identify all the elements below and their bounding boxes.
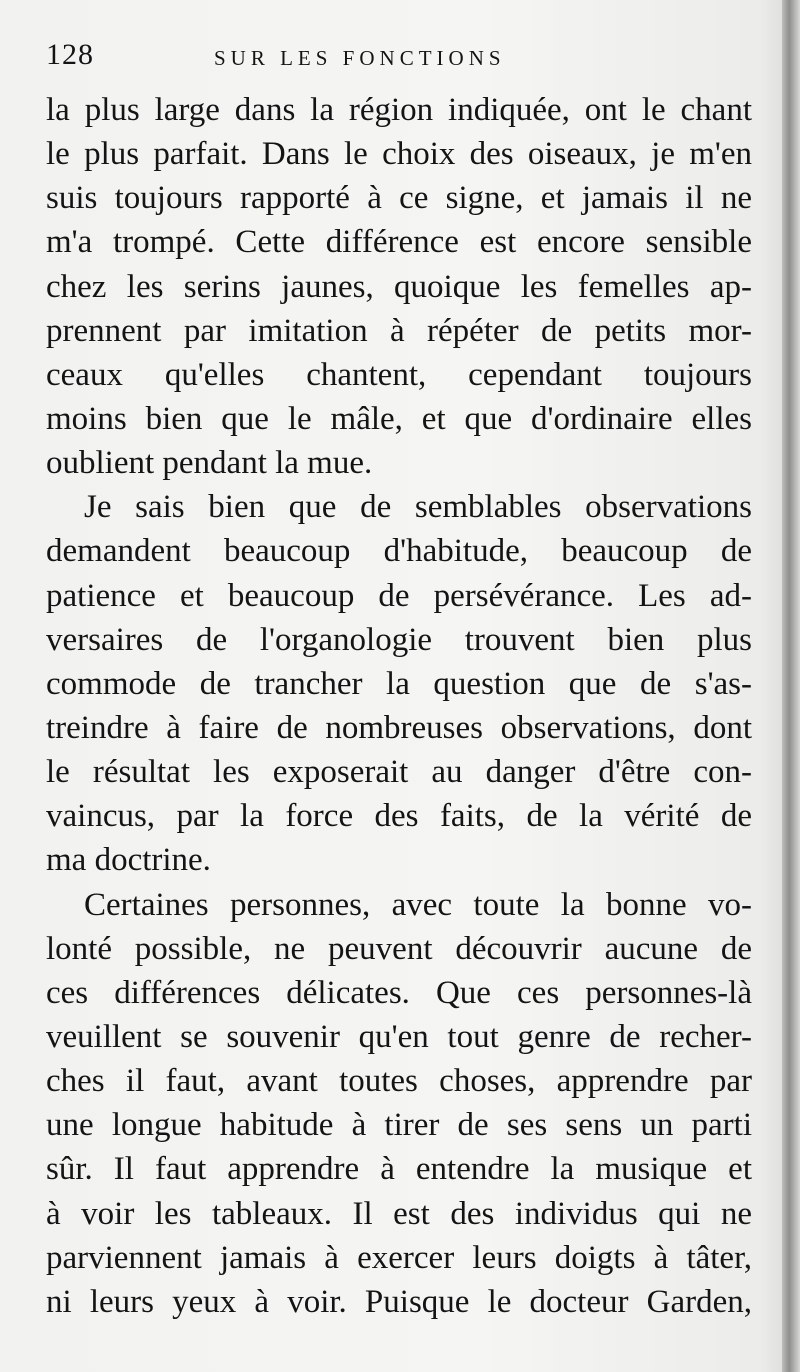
text-line: à voir les tableaux. Il est des individus qui ne [46, 1195, 752, 1232]
text-line: commode de trancher la question que de s'as- [46, 665, 752, 702]
text-line: oublient pendant la mue. [46, 445, 373, 482]
page-number: 128 [46, 38, 94, 71]
paragraph [46, 485, 752, 882]
text-line: ceaux qu'elles chantent, cependant toujours [46, 356, 752, 393]
text-line: versaires de l'organologie trouvent bien plus [46, 621, 752, 658]
text-line: patience et beaucoup de persévérance. Les ad- [46, 577, 752, 614]
text-line: Je sais bien que de semblables observations [84, 489, 752, 526]
text-line: vaincus, par la force des faits, de la vérité de [46, 798, 752, 835]
page-edge-shadow [782, 0, 800, 1372]
text-line: treindre à faire de nombreuses observations, dont [46, 709, 752, 746]
paragraph [46, 883, 752, 1324]
text-line: chez les serins jaunes, quoique les femelles ap- [46, 268, 752, 305]
body-text [46, 88, 752, 1324]
paragraph [46, 88, 752, 485]
text-line: lonté possible, ne peuvent découvrir aucune de [46, 930, 752, 967]
text-line: une longue habitude à tirer de ses sens un parti [46, 1107, 752, 1144]
text-line: ces différences délicates. Que ces personnes-là [46, 974, 752, 1011]
text-line: parviennent jamais à exercer leurs doigts à tâter, [46, 1239, 752, 1276]
text-line: veuillent se souvenir qu'en tout genre de recher- [46, 1018, 752, 1055]
page-header [46, 38, 746, 78]
text-line: sûr. Il faut apprendre à entendre la musique et [46, 1151, 752, 1188]
text-line: suis toujours rapporté à ce signe, et jamais il ne [46, 180, 752, 217]
text-line: m'a trompé. Cette différence est encore sensible [46, 224, 752, 261]
text-line: le plus parfait. Dans le choix des oiseaux, je m'en [46, 136, 752, 173]
running-title: SUR LES FONCTIONS [214, 46, 506, 70]
text-line: ni leurs yeux à voir. Puisque le docteur Garden, [46, 1283, 752, 1320]
text-line: moins bien que le mâle, et que d'ordinaire elles [46, 400, 752, 437]
text-line: Certaines personnes, avec toute la bonne vo- [84, 886, 752, 923]
text-line: le résultat les exposerait au danger d'être con- [46, 754, 752, 791]
text-line: prennent par imitation à répéter de petits mor- [46, 312, 752, 349]
text-line: ches il faut, avant toutes choses, apprendre par [46, 1063, 752, 1100]
text-line: la plus large dans la région indiquée, ont le chant [46, 92, 752, 128]
text-line: ma doctrine. [46, 842, 211, 879]
text-line: demandent beaucoup d'habitude, beaucoup de [46, 533, 752, 570]
